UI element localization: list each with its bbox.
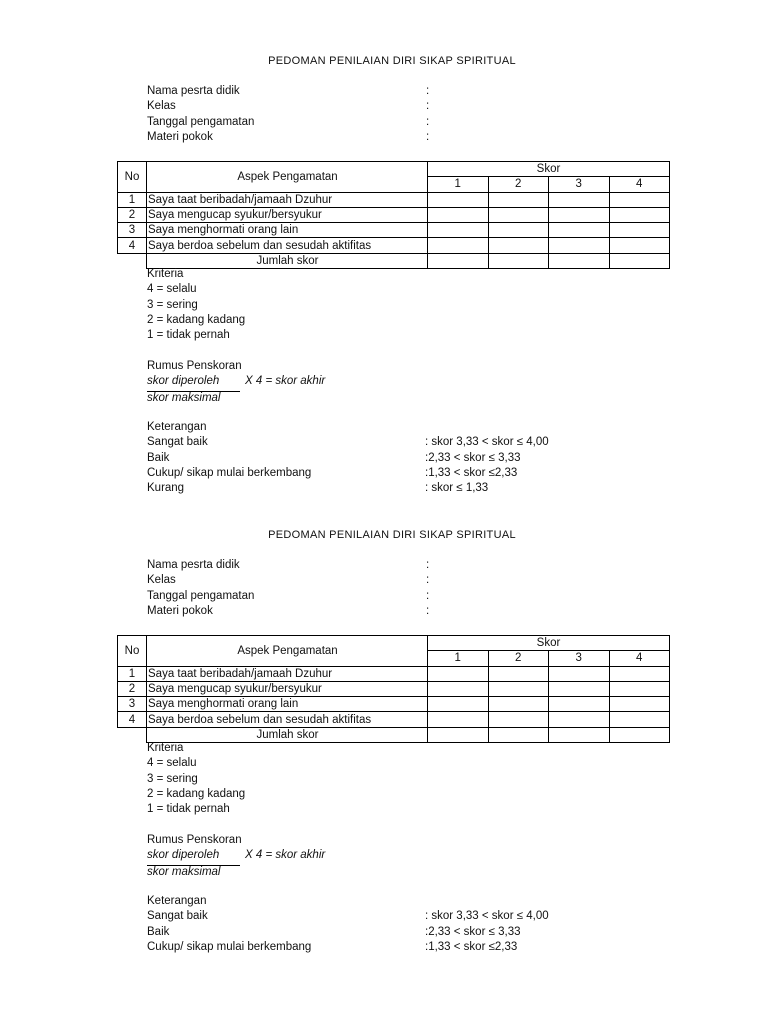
total-label: Jumlah skor [147,253,428,268]
row-no: 4 [118,712,147,727]
rumus-numerator: skor diperoleh [147,375,220,388]
rumus-formula [147,848,607,863]
score-cell[interactable] [609,192,670,207]
row-aspek: Saya mengucap syukur/bersyukur [147,681,428,696]
row-no: 1 [118,666,147,681]
keterangan-label: Cukup/ sikap mulai berkembang [147,466,312,479]
score-cell[interactable] [549,681,610,696]
info-colon: : [426,574,430,587]
info-colon: : [426,589,430,602]
score-cell[interactable] [609,238,670,253]
info-colon: : [426,604,430,617]
header-skor: Skor [428,636,670,651]
rumus-numerator: skor diperoleh [147,849,220,862]
kriteria-item: 3 = sering [147,772,198,785]
info-row-date [147,115,447,130]
row-no: 2 [118,207,147,222]
header-skor-2: 2 [488,651,549,666]
rumus-rhs: X 4 = skor akhir [245,375,326,388]
kriteria-item: 4 = selalu [147,757,197,770]
rumus-heading: Rumus Penskoran [147,359,242,372]
score-cell[interactable] [609,223,670,238]
row-no: 3 [118,223,147,238]
total-label: Jumlah skor [147,727,428,742]
assessment-table [117,635,670,743]
score-cell[interactable] [549,666,610,681]
table-row [118,192,670,207]
keterangan-value: :2,33 < skor ≤ 3,33 [425,451,521,464]
keterangan-value: :2,33 < skor ≤ 3,33 [425,925,521,938]
info-label: Nama pesrta didik [147,559,240,571]
score-cell[interactable] [488,666,549,681]
score-cell[interactable] [609,207,670,222]
table-row [118,697,670,712]
score-cell[interactable] [609,666,670,681]
header-aspek: Aspek Pengamatan [147,636,428,667]
keterangan-row [147,909,607,924]
keterangan-label: Baik [147,451,170,464]
assessment-table [117,161,670,269]
kriteria-item: 1 = tidak pernah [147,329,230,342]
total-cell[interactable] [609,253,670,268]
header-skor-3: 3 [549,651,610,666]
table-header-row [118,636,670,651]
info-label: Nama pesrta didik [147,85,240,97]
info-row-date [147,589,447,604]
assessment-sheet [0,0,768,495]
info-label: Kelas [147,574,176,587]
info-colon: : [426,130,430,143]
score-cell[interactable] [609,697,670,712]
info-colon: : [426,115,430,128]
keterangan-label: Kurang [147,482,185,495]
table-row [118,666,670,681]
info-row-class [147,573,447,588]
score-cell[interactable] [549,712,610,727]
table-row [118,712,670,727]
header-no: No [118,636,147,667]
header-skor-4: 4 [609,651,670,666]
score-cell[interactable] [549,238,610,253]
student-info [147,84,447,145]
score-cell[interactable] [488,207,549,222]
keterangan-row [147,451,607,466]
score-cell[interactable] [428,223,489,238]
row-aspek: Saya berdoa sebelum dan sesudah aktifitas [147,238,428,253]
keterangan-label: Baik [147,925,170,938]
table-row [118,238,670,253]
row-no: 3 [118,697,147,712]
sheet-title: PEDOMAN PENILAIAN DIRI SIKAP SPIRITUAL [268,529,516,541]
score-cell[interactable] [488,192,549,207]
rumus-formula [147,374,607,389]
score-cell[interactable] [609,712,670,727]
row-no: 4 [118,238,147,253]
row-aspek: Saya menghormati orang lain [147,223,428,238]
rumus-rhs: X 4 = skor akhir [245,849,326,862]
row-aspek: Saya taat beribadah/jamaah Dzuhur [147,666,428,681]
info-label: Materi pokok [147,604,213,617]
keterangan-heading: Keterangan [147,421,207,434]
table-row [118,223,670,238]
total-cell[interactable] [609,727,670,742]
score-cell[interactable] [488,681,549,696]
keterangan-row [147,435,607,450]
info-label: Tanggal pengamatan [147,115,255,128]
info-colon: : [426,85,430,97]
header-skor-1: 1 [428,651,489,666]
row-aspek: Saya menghormati orang lain [147,697,428,712]
row-aspek: Saya berdoa sebelum dan sesudah aktifitas [147,712,428,727]
header-aspek: Aspek Pengamatan [147,162,428,193]
total-blank [118,727,147,742]
score-cell[interactable] [549,697,610,712]
total-blank [118,253,147,268]
keterangan-heading: Keterangan [147,895,207,908]
header-skor: Skor [428,162,670,177]
kriteria-item: 3 = sering [147,298,198,311]
row-aspek: Saya mengucap syukur/bersyukur [147,207,428,222]
score-cell[interactable] [428,207,489,222]
kriteria-item: 4 = selalu [147,283,197,296]
keterangan-row [147,940,607,955]
header-no: No [118,162,147,193]
sheet-title: PEDOMAN PENILAIAN DIRI SIKAP SPIRITUAL [268,55,516,67]
header-skor-1: 1 [428,177,489,192]
assessment-sheet [0,474,768,953]
score-cell[interactable] [428,697,489,712]
table-row [118,681,670,696]
score-cell[interactable] [428,681,489,696]
score-cell[interactable] [609,681,670,696]
student-info [147,558,447,619]
keterangan-list [147,909,607,955]
info-row-topic [147,130,447,145]
keterangan-value: : skor 3,33 < skor ≤ 4,00 [425,436,549,449]
table-header-row [118,162,670,177]
info-colon: : [426,559,430,571]
score-cell[interactable] [428,238,489,253]
score-cell[interactable] [428,666,489,681]
score-cell[interactable] [488,712,549,727]
info-label: Tanggal pengamatan [147,589,255,602]
keterangan-value: : skor ≤ 1,33 [425,482,489,495]
score-cell[interactable] [549,207,610,222]
info-row-topic [147,604,447,619]
score-cell[interactable] [488,697,549,712]
scoring-notes [147,741,607,955]
kriteria-heading: Kriteria [147,742,184,754]
score-cell[interactable] [428,192,489,207]
scoring-notes [147,267,607,497]
score-cell[interactable] [549,192,610,207]
header-skor-3: 3 [549,177,610,192]
rumus-denominator: skor maksimal [147,866,221,879]
keterangan-value: :1,33 < skor ≤2,33 [425,466,518,479]
row-aspek: Saya taat beribadah/jamaah Dzuhur [147,192,428,207]
rumus-denominator: skor maksimal [147,392,221,405]
header-skor-2: 2 [488,177,549,192]
score-cell[interactable] [488,238,549,253]
keterangan-label: Sangat baik [147,910,208,923]
info-label: Materi pokok [147,130,213,143]
score-cell[interactable] [549,223,610,238]
header-skor-4: 4 [609,177,670,192]
kriteria-item: 2 = kadang kadang [147,787,246,800]
kriteria-heading: Kriteria [147,268,184,280]
info-row-name [147,558,447,573]
kriteria-item: 1 = tidak pernah [147,803,230,816]
info-label: Kelas [147,100,176,113]
table-row [118,207,670,222]
kriteria-item: 2 = kadang kadang [147,313,246,326]
score-cell[interactable] [488,223,549,238]
row-no: 1 [118,192,147,207]
keterangan-label: Cukup/ sikap mulai berkembang [147,940,312,953]
keterangan-value: :1,33 < skor ≤2,33 [425,940,518,953]
keterangan-label: Sangat baik [147,436,208,449]
keterangan-value: : skor 3,33 < skor ≤ 4,00 [425,910,549,923]
info-colon: : [426,100,430,113]
keterangan-row [147,925,607,940]
info-row-class [147,99,447,114]
row-no: 2 [118,681,147,696]
info-row-name [147,84,447,99]
score-cell[interactable] [428,712,489,727]
rumus-heading: Rumus Penskoran [147,833,242,846]
